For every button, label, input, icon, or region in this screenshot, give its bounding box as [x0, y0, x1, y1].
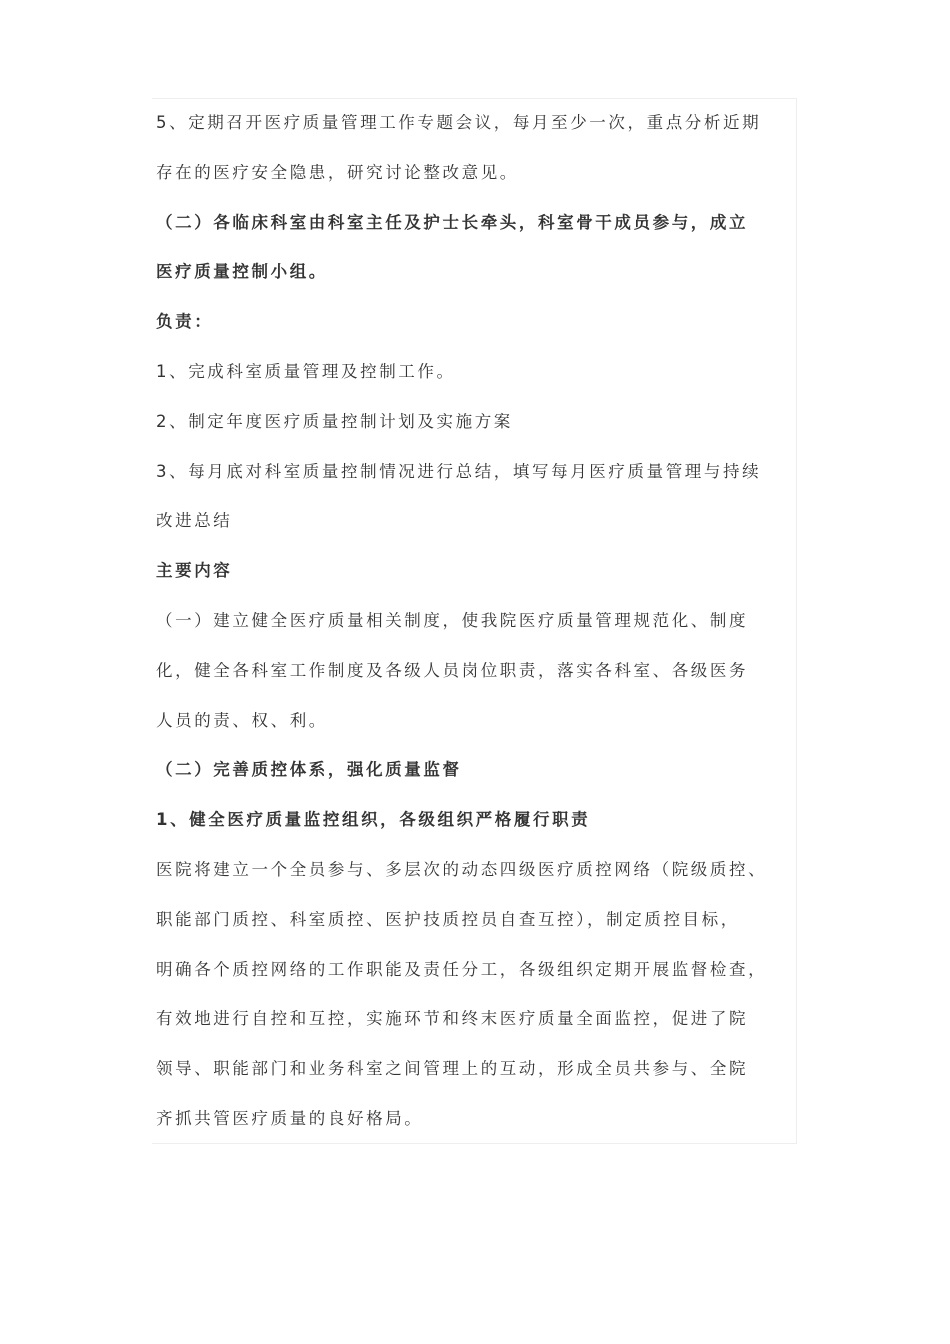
document-body	[156, 98, 794, 1144]
text-line: 领导、职能部门和业务科室之间管理上的互动，形成全员共参与、全院	[156, 1059, 749, 1079]
text-line: 医疗质量控制小组。	[156, 262, 328, 282]
text-line: （二）完善质控体系，强化质量监督	[156, 760, 462, 780]
text-line: 主要内容	[156, 561, 233, 581]
text-line: 3、每月底对科室质量控制情况进行总结，填写每月医疗质量管理与持续	[156, 461, 762, 481]
text-line: 1、完成科室质量管理及控制工作。	[156, 361, 456, 381]
text-line: 职能部门质控、科室质控、医护技质控员自查互控），制定质控目标，	[156, 909, 740, 929]
text-line: 有效地进行自控和互控，实施环节和终末医疗质量全面监控，促进了院	[156, 1009, 749, 1029]
text-line: （一）建立健全医疗质量相关制度，使我院医疗质量管理规范化、制度	[156, 610, 749, 630]
text-line: 人员的责、权、利。	[156, 710, 328, 730]
text-line: 负责：	[156, 312, 214, 332]
text-line: 1、健全医疗质量监控组织，各级组织严格履行职责	[156, 810, 591, 830]
text-line: 5、定期召开医疗质量管理工作专题会议，每月至少一次，重点分析近期	[156, 113, 762, 132]
text-line: 化，健全各科室工作制度及各级人员岗位职责，落实各科室、各级医务	[156, 660, 749, 680]
text-line: 2、制定年度医疗质量控制计划及实施方案	[156, 411, 513, 431]
text-line: （二）各临床科室由科室主任及护士长牵头，科室骨干成员参与，成立	[156, 212, 749, 232]
text-line: 改进总结	[156, 511, 233, 531]
text-line: 明确各个质控网络的工作职能及责任分工，各级组织定期开展监督检查，	[156, 959, 768, 979]
text-line: 齐抓共管医疗质量的良好格局。	[156, 1108, 424, 1128]
text-line: 医院将建立一个全员参与、多层次的动态四级医疗质控网络（院级质控、	[156, 859, 768, 879]
text-line: 存在的医疗安全隐患，研究讨论整改意见。	[156, 162, 519, 182]
